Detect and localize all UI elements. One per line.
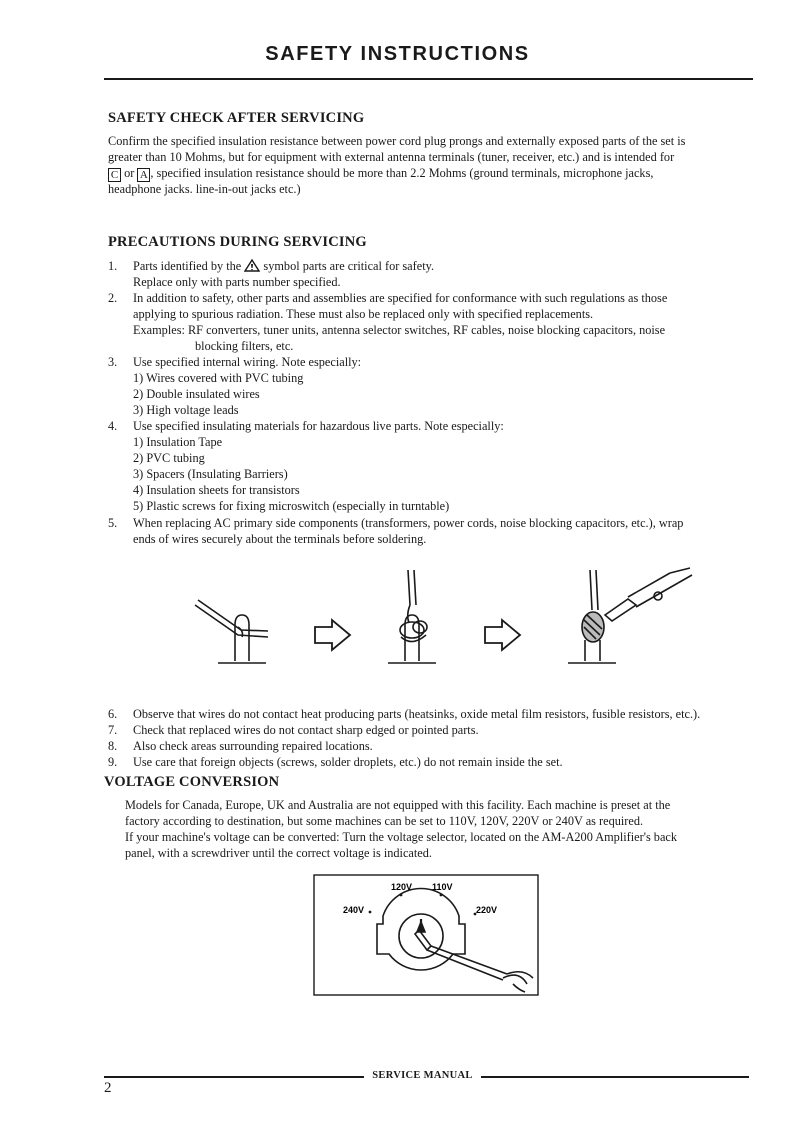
title-rule bbox=[104, 78, 753, 80]
precautions-heading: PRECAUTIONS DURING SERVICING bbox=[108, 234, 367, 250]
item-2-line-2: applying to spurious radiation. These must also be replaced only with specified replacements. bbox=[133, 307, 594, 321]
right-arrow-icon bbox=[315, 620, 350, 650]
safety-check-line-3 bbox=[108, 165, 653, 182]
page-number: 2 bbox=[104, 1080, 112, 1096]
wiring-illustration bbox=[180, 565, 700, 675]
item-3-text: Use specified internal wiring. Note especially: bbox=[133, 355, 362, 369]
safety-check-line-3-rest: , specified insulation resistance should be more than 2.2 Mohms (ground terminals, microphone jacks, bbox=[150, 166, 654, 180]
item-1-number: 1. bbox=[108, 259, 118, 273]
item-4-number: 4. bbox=[108, 419, 118, 433]
item-4-sub-2: 2) PVC tubing bbox=[133, 451, 205, 465]
item-3-sub-3: 3) High voltage leads bbox=[133, 403, 239, 417]
item-4-text: Use specified insulating materials for hazardous live parts. Note especially: bbox=[133, 419, 504, 433]
item-9-number: 9. bbox=[108, 755, 118, 769]
item-9-text: Use care that foreign objects (screws, solder droplets, etc.) do not remain inside the set. bbox=[133, 755, 563, 769]
item-1-post: symbol parts are critical for safety. bbox=[263, 259, 435, 273]
item-1-pre: Parts identified by the bbox=[133, 259, 242, 273]
terminal-bare-wire bbox=[195, 600, 268, 663]
page-title: SAFETY INSTRUCTIONS bbox=[265, 43, 530, 65]
voltage-line-2: factory according to destination, but some machines can be set to 110V, 120V, 220V or 240V as required. bbox=[125, 814, 644, 828]
item-4-sub-4: 4) Insulation sheets for transistors bbox=[133, 483, 300, 497]
item-2-line-3: Examples: RF converters, tuner units, antenna selector switches, RF cables, noise blocking capacitors, noise bbox=[133, 323, 666, 337]
item-6-number: 6. bbox=[108, 707, 118, 721]
item-8-number: 8. bbox=[108, 739, 118, 753]
item-3-sub-2: 2) Double insulated wires bbox=[133, 387, 260, 401]
item-5-line-2: ends of wires securely about the terminals before soldering. bbox=[133, 532, 427, 546]
item-3-number: 3. bbox=[108, 355, 118, 369]
class-a-box: A bbox=[137, 168, 150, 182]
label-220v: 220V bbox=[476, 905, 498, 915]
label-110v: 110V bbox=[432, 882, 453, 892]
item-3-sub-1: 1) Wires covered with PVC tubing bbox=[133, 371, 304, 385]
item-7-number: 7. bbox=[108, 723, 118, 737]
item-4-sub-1: 1) Insulation Tape bbox=[133, 435, 223, 449]
label-120v: 120V bbox=[391, 882, 413, 892]
right-arrow-icon bbox=[485, 620, 520, 650]
item-4-sub-5: 5) Plastic screws for fixing microswitch (especially in turntable) bbox=[133, 499, 450, 513]
item-1-line-2: Replace only with parts number specified. bbox=[133, 275, 341, 289]
item-2-line-4: blocking filters, etc. bbox=[195, 339, 294, 353]
item-6-text: Observe that wires do not contact heat producing parts (heatsinks, oxide metal film resistors, fusible resistors, etc.). bbox=[133, 707, 701, 721]
safety-check-line-2: greater than 10 Mohms, but for equipment with external antenna terminals (tuner, receiver, etc.) and is intended for bbox=[108, 150, 675, 164]
item-8-text: Also check areas surrounding repaired locations. bbox=[133, 739, 373, 753]
class-c-box: C bbox=[108, 168, 121, 182]
safety-check-heading: SAFETY CHECK AFTER SERVICING bbox=[108, 110, 365, 126]
item-2-number: 2. bbox=[108, 291, 118, 305]
voltage-heading: VOLTAGE CONVERSION bbox=[104, 774, 280, 790]
item-5-number: 5. bbox=[108, 516, 118, 530]
terminal-soldered-wire bbox=[568, 570, 616, 663]
safety-check-line-4: headphone jacks. line-in-out jacks etc.) bbox=[108, 182, 301, 196]
label-240v: 240V bbox=[343, 905, 365, 915]
item-5-line-1: When replacing AC primary side components (transformers, power cords, noise blocking capacitors, etc.), wrap bbox=[133, 516, 684, 530]
soldering-iron bbox=[605, 568, 692, 621]
item-4-sub-3: 3) Spacers (Insulating Barriers) bbox=[133, 467, 288, 481]
terminal-wrapped-wire bbox=[388, 570, 436, 663]
footer-text: SERVICE MANUAL bbox=[372, 1070, 473, 1081]
voltage-line-1: Models for Canada, Europe, UK and Australia are not equipped with this facility. Each machine is preset at the bbox=[125, 798, 671, 812]
safety-check-line-1: Confirm the specified insulation resistance between power cord plug prongs and externally exposed parts of the set is bbox=[108, 134, 686, 148]
or-word: or bbox=[124, 166, 135, 180]
footer-rule-left bbox=[104, 1076, 364, 1078]
item-2-line-1: In addition to safety, other parts and assemblies are specified for conformance with such regulations as those bbox=[133, 291, 668, 305]
item-7-text: Check that replaced wires do not contact sharp edged or pointed parts. bbox=[133, 723, 479, 737]
voltage-line-3: If your machine's voltage can be converted: Turn the voltage selector, located on the AM-A200 Amplifier's back bbox=[125, 830, 678, 844]
voltage-line-4: panel, with a screwdriver until the correct voltage is indicated. bbox=[125, 846, 432, 860]
footer-rule-right bbox=[481, 1076, 749, 1078]
voltage-selector-illustration bbox=[313, 874, 539, 996]
